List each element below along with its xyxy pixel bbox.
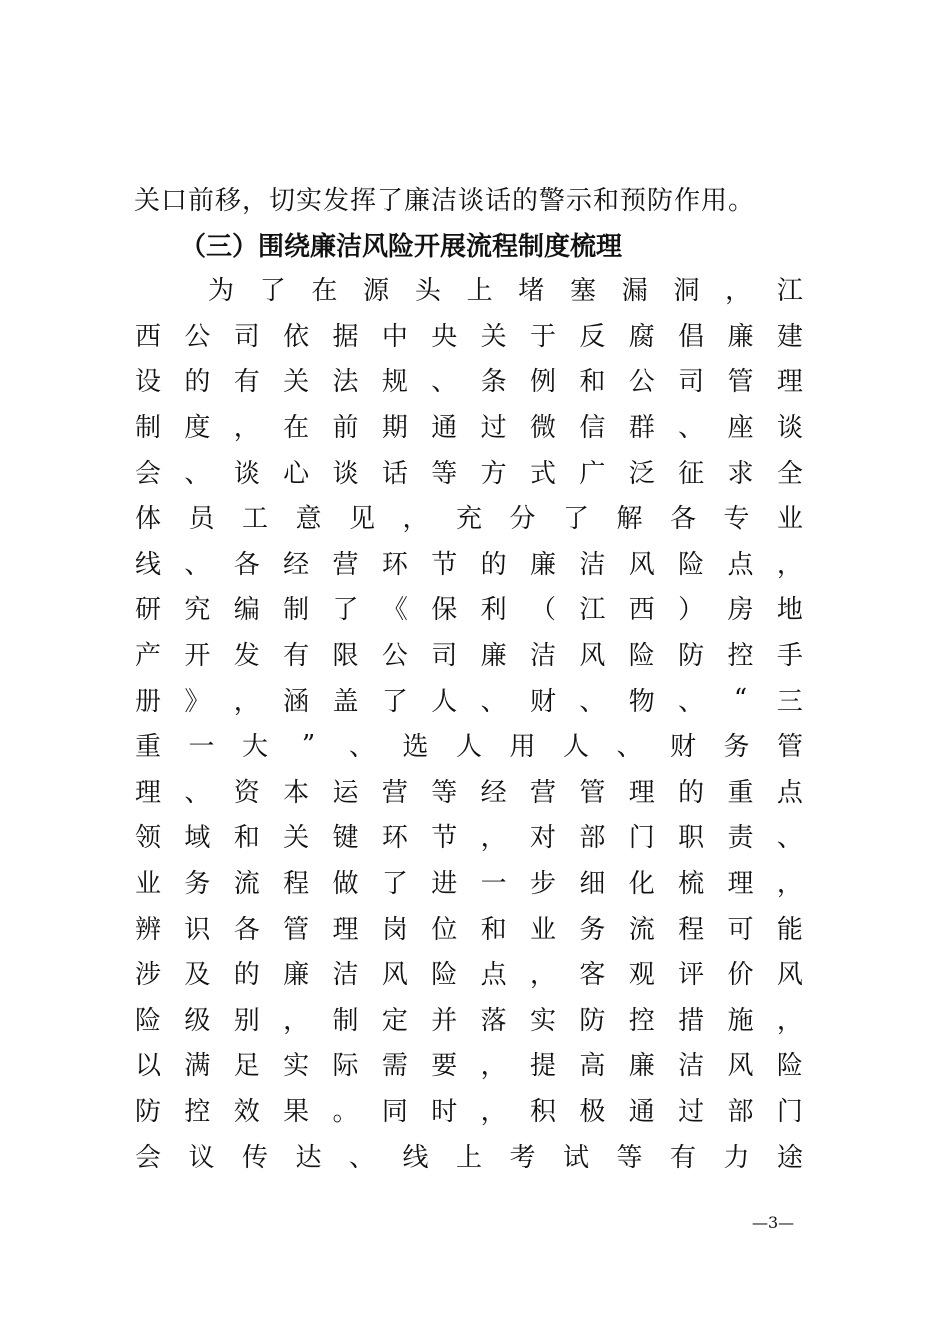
paragraph-line: 为 了 在 源 头 上 堵 塞 漏 洞 ， 江 <box>207 276 803 307</box>
paragraph-line: 体 员 工 意 见 ， 充 分 了 解 各 专 业 <box>134 504 803 535</box>
paragraph-line: 产 开 发 有 限 公 司 廉 洁 风 险 防 控 手 <box>134 641 803 672</box>
paragraph-line: 业 务 流 程 做 了 进 一 步 细 化 梳 理 ， <box>134 869 803 900</box>
paragraph-line: 重 一 大 ” 、 选 人 用 人 、 财 务 管 <box>134 729 803 763</box>
continuation-line: 关口前移，切实发挥了廉洁谈话的警示和预防作用。 <box>134 186 756 216</box>
paragraph-line: 研 究 编 制 了 《 保 利 （ 江 西 ） 房 地 <box>134 595 803 626</box>
paragraph-line: 会 、 谈 心 谈 话 等 方 式 广 泛 征 求 全 <box>134 458 803 489</box>
paragraph-line: 设 的 有 关 法 规 、 条 例 和 公 司 管 理 <box>134 367 803 398</box>
paragraph-line: 西 公 司 依 据 中 央 关 于 反 腐 倡 廉 建 <box>134 321 803 352</box>
body-paragraph <box>134 266 804 1178</box>
paragraph-line: 辨 识 各 管 理 岗 位 和 业 务 流 程 可 能 <box>134 914 803 945</box>
page-number: —3— <box>752 1213 795 1232</box>
section-heading: （三）围绕廉洁风险开展流程制度梳理 <box>180 232 623 262</box>
paragraph-line: 险 级 别 ， 制 定 并 落 实 防 控 措 施 ， <box>134 1005 803 1036</box>
paragraph-line: 会 议 传 达 、 线 上 考 试 等 有 力 途 <box>134 1142 803 1173</box>
paragraph-line: 领 域 和 关 键 环 节 ， 对 部 门 职 责 、 <box>134 823 803 854</box>
paragraph-line: 涉 及 的 廉 洁 风 险 点 ， 客 观 评 价 风 <box>134 960 803 991</box>
paragraph-line: 册 》 ， 涵 盖 了 人 、 财 、 物 、 “ 三 <box>134 684 803 717</box>
paragraph-line: 制 度 ， 在 前 期 通 过 微 信 群 、 座 谈 <box>134 413 803 444</box>
paragraph-line: 防 控 效 果 。 同 时 ， 积 极 通 过 部 门 <box>134 1096 803 1127</box>
paragraph-line: 理 、 资 本 运 营 等 经 营 管 理 的 重 点 <box>134 777 803 808</box>
paragraph-line: 以 满 足 实 际 需 要 ， 提 高 廉 洁 风 险 <box>134 1051 803 1082</box>
paragraph-line: 线 、 各 经 营 环 节 的 廉 洁 风 险 点 ， <box>134 549 803 580</box>
